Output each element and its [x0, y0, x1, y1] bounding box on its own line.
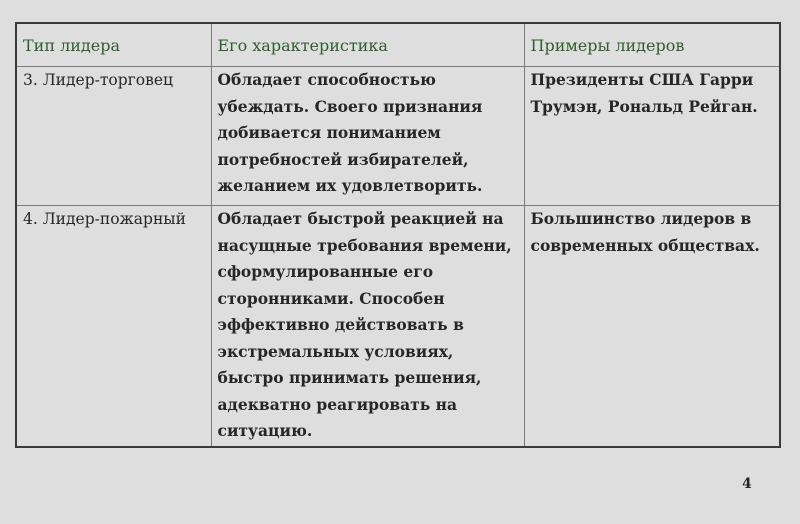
examples-cell: Президенты США Гарри Трумэн, Рональд Рейган. — [524, 67, 780, 206]
header-type: Тип лидера — [16, 23, 211, 67]
leaders-table — [15, 22, 781, 448]
header-examples: Примеры лидеров — [524, 23, 780, 67]
characteristic-cell: Обладает способностью убеждать. Своего признания добивается пониманием потребностей избирателей, желанием их удовлетворить. — [211, 67, 524, 206]
header-characteristic: Его характеристика — [211, 23, 524, 67]
table-row — [16, 206, 780, 448]
table-row — [16, 67, 780, 206]
table-header-row — [16, 23, 780, 67]
leader-type-cell: 4. Лидер-пожарный — [16, 206, 211, 448]
examples-cell: Большинство лидеров в современных обществах. — [524, 206, 780, 448]
leader-type-cell: 3. Лидер-торговец — [16, 67, 211, 206]
page-number: 4 — [742, 476, 752, 492]
characteristic-cell: Обладает быстрой реакцией на насущные требования времени, сформулированные его сторонниками. Способен эффективно действовать в экстремальных условиях, быстро принимать решения, адекватно реагировать на ситуацию. — [211, 206, 524, 448]
